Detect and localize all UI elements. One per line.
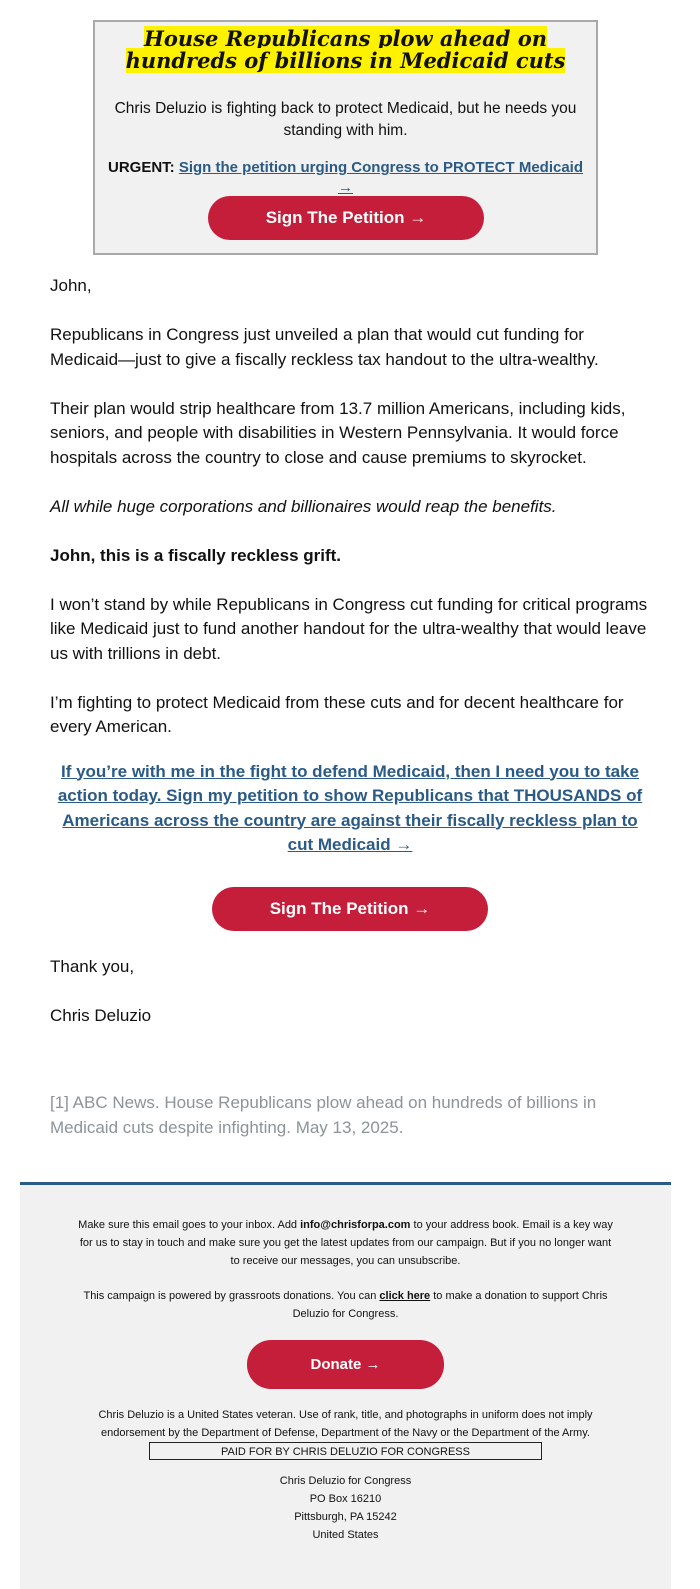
- sign-petition-button-bottom[interactable]: Sign The Petition →: [212, 887, 488, 931]
- paragraph-5: I won’t stand by while Republicans in Congress cut funding for critical programs like Medicaid just to fund another handout for the ultra-wealthy that would leave us with trillions in debt.: [50, 594, 648, 663]
- petition-cta-link[interactable]: If you’re with me in the fight to defend Medicaid, then I need you to take action today. Sign my petition to show Republicans that THOUSANDS of Americans across the country are against their fiscally reckless plan to cut Medicaid →: [57, 761, 643, 854]
- paragraph-2: Their plan would strip healthcare from 13.7 million Americans, including kids, seniors, and people with disabilities in Western Pennsylvania. It would force hospitals across the country to close and cause premiums to skyrocket.: [50, 398, 626, 467]
- callout-body-text: Chris Deluzio is fighting back to protect Medicaid, but he needs you standing with him.: [114, 100, 577, 139]
- inbox-notice: Make sure this email goes to your inbox. Add info@chrisforpa.com to your address book. Email is a key way for us to stay in touch and make sure you get the latest updates from our campaign. But if you no longer want to receive our messages, you can unsubscribe.: [78, 1219, 613, 1267]
- footnote-citation: [1] ABC News. House Republicans plow ahead on hundreds of billions in Medicaid cuts despite infighting. May 13, 2025.: [50, 1093, 597, 1137]
- paragraph-6: I’m fighting to protect Medicaid from these cuts and for decent healthcare for every American.: [50, 692, 624, 736]
- signature: Chris Deluzio: [50, 1005, 152, 1025]
- callout-urgent-line: [101, 158, 590, 198]
- paid-for-disclaimer: PAID FOR BY CHRIS DELUZIO FOR CONGRESS: [149, 1442, 542, 1460]
- address-line: Pittsburgh, PA 15242: [294, 1511, 397, 1523]
- signoff: Thank you,: [50, 956, 135, 976]
- address-line: Chris Deluzio for Congress: [279, 1475, 412, 1487]
- paragraph-4-bold: John, this is a fiscally reckless grift.: [50, 545, 342, 565]
- donate-click-here-link[interactable]: click here: [379, 1290, 431, 1302]
- donate-button[interactable]: Donate →: [247, 1340, 444, 1389]
- letter-body: [50, 274, 650, 1140]
- address-line: United States: [312, 1529, 379, 1541]
- veteran-disclaimer: Chris Deluzio is a United States veteran. Use of rank, title, and photographs in uniform does not imply endorsement by the Department of Defense, Department of the Navy or the Department of the Army.: [98, 1409, 593, 1439]
- petition-link-top[interactable]: Sign the petition urging Congress to PROTECT Medicaid →: [178, 159, 584, 196]
- donation-notice: This campaign is powered by grassroots donations. You can click here to make a donation to support Chris Deluzio for Congress.: [83, 1290, 608, 1320]
- address-line: PO Box 16210: [309, 1493, 382, 1505]
- headline-callout-box: [93, 20, 598, 255]
- paragraph-3-italic: All while huge corporations and billionaires would reap the benefits.: [50, 496, 557, 516]
- email-footer: [20, 1182, 671, 1589]
- urgent-label: URGENT:: [107, 159, 175, 176]
- greeting: John,: [50, 276, 92, 295]
- contact-email: info@chrisforpa.com: [300, 1219, 411, 1231]
- paragraph-1: Republicans in Congress just unveiled a plan that would cut funding for Medicaid—just to give a fiscally reckless tax handout to the ultra-wealthy.: [50, 325, 599, 369]
- sign-petition-button-top[interactable]: Sign The Petition →: [208, 196, 484, 240]
- callout-headline: House Republicans plow ahead on hundreds of billions in Medicaid cuts: [125, 26, 566, 73]
- mailing-address: [20, 1472, 671, 1544]
